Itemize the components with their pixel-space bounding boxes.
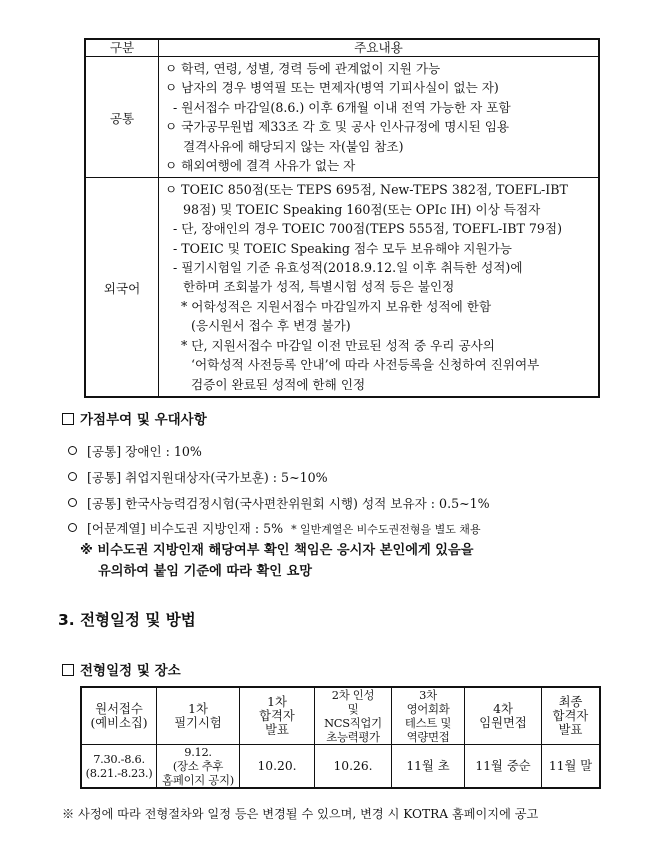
cell-line: 영어회화 [406,702,450,716]
content-line: (응시원서 접수 후 변경 불가) [191,318,351,334]
content-foreign-language [159,178,600,397]
header-content: 주요내용 [159,39,600,57]
content-line: ㅇ 남자의 경우 병역필 또는 면제자(병역 기피사실이 없는 자) [165,80,499,96]
cell-line: 4차 [493,702,513,716]
section3-title: 3. 전형일정 및 방법 [58,611,196,629]
table-header-row [85,39,599,57]
cell-line: NCS직업기 [324,716,382,730]
schedule-value-cell: 11월 초 [392,745,465,789]
circle-bullet-icon [68,523,77,532]
schedule-header-cell [157,687,240,745]
content-line: ㅇ TOEIC 850점(또는 TEPS 695점, New-TEPS 382점, TOEFL-IBT [165,182,568,198]
bonus-item-text: [공통] 한국사능력검정시험(국사편찬위원회 시행) 성적 보유자 : 0.5~1% [87,496,490,511]
bonus-item [68,493,490,512]
cell-line: 합격자 [552,709,589,723]
schedule-value-cell [81,745,157,789]
table-row-foreign-language [85,178,599,397]
category-foreign-language: 외국어 [85,178,159,397]
header-category: 구분 [85,39,159,57]
bonus-item-text: [공통] 취업지원대상자(국가보훈) : 5~10% [87,470,328,485]
cell-line: 9.12. [184,745,212,759]
content-line: - 필기시험일 기준 유효성적(2018.9.12.일 이후 취득한 성적)에 [173,260,523,276]
content-line: * 어학성적은 지원서접수 마감일까지 보유한 성적에 한함 [181,298,492,314]
schedule-header-cell [81,687,157,745]
requirements-table [84,38,600,398]
schedule-header-cell [465,687,542,745]
category-common: 공통 [85,57,159,178]
content-line: - TOEIC 및 TOEIC Speaking 점수 모두 보유해야 지원가능 [173,240,512,256]
content-line: 98점) 및 TOEIC Speaking 160점(또는 OPIc IH) 이상 득점자 [183,201,541,217]
warning-line: 유의하여 붙임 기준에 따라 확인 요망 [98,564,313,579]
footnote: ※ 사정에 따라 전형절차와 일정 등은 변경될 수 있으며, 변경 시 KOTRA 홈페이지에 공고 [62,807,539,821]
content-line: ㅇ 학력, 연령, 성별, 경력 등에 관계없이 지원 가능 [165,61,441,76]
bonus-item [68,467,328,486]
content-line: 결격사유에 해당되지 않는 자(붙임 참조) [183,138,404,154]
cell-line: (장소 추후 [172,759,224,773]
circle-bullet-icon [68,446,77,455]
circle-bullet-icon [68,498,77,507]
bonus-section-title: 가점부여 및 우대사항 [80,412,207,428]
cell-line: 원서접수 [95,702,143,716]
cell-line: 2차 인성 [331,688,375,702]
cell-line: 3차 [419,688,437,702]
schedule-header-cell [240,687,315,745]
cell-line: 합격자 [259,709,295,723]
bonus-item-text: [어문계열] 비수도권 지방인재 : 5% [87,521,284,536]
content-line: 검증이 완료된 성적에 한해 인정 [191,376,366,392]
content-line: - 단, 장애인의 경우 TOEIC 700점(TEPS 555점, TOEFL-IBT 79점) [173,221,562,237]
cell-line: 1차 [188,702,208,716]
cell-line: 발표 [558,723,583,737]
schedule-table [80,686,601,789]
cell-line: 필기시험 [174,716,222,730]
checkbox-square-icon [62,664,74,676]
content-line: ㅇ 해외여행에 결격 사유가 없는 자 [165,158,356,174]
bonus-item [68,441,202,460]
schedule-value-cell: 10.26. [315,745,392,789]
content-common [159,57,600,178]
content-line: ‘어학성적 사전등록 안내’에 따라 사전등록을 신청하여 진위여부 [191,357,540,373]
cell-line: (예비소집) [90,716,148,730]
bonus-item-text: [공통] 장애인 : 10% [87,444,202,459]
warning-note [80,540,474,582]
cell-line: 역량면접 [406,730,450,744]
cell-line: 최종 [558,695,583,709]
cell-line: 테스트 및 [404,716,452,730]
cell-line: 임원면접 [479,716,527,730]
cell-line: 1차 [267,695,287,709]
content-line: ㅇ 국가공무원법 제33조 각 호 및 공사 인사규정에 명시된 임용 [165,119,510,135]
schedule-header-cell [315,687,392,745]
schedule-value-cell: 11월 말 [542,745,601,789]
bonus-section-heading [62,408,207,428]
checkbox-square-icon [62,413,74,425]
bonus-item [68,518,481,537]
cell-line: 7.30.-8.6. [93,752,145,766]
schedule-header-row [81,687,600,745]
content-line: * 단, 지원서접수 마감일 이전 만료된 성적 중 우리 공사의 [181,337,495,353]
bonus-item-note: * 일반계열은 비수도권전형을 별도 채용 [291,523,481,536]
schedule-header-cell [542,687,601,745]
warning-line: ※ 비수도권 지방인재 해당여부 확인 책임은 응시자 본인에게 있음을 [80,543,474,558]
cell-line: 초능력평가 [326,730,380,744]
circle-bullet-icon [68,472,77,481]
schedule-value-row [81,745,600,789]
schedule-section-title: 전형일정 및 장소 [80,663,181,679]
content-line: 한하며 조회불가 성적, 특별시험 성적 등은 불인정 [183,279,455,295]
cell-line: 홈페이지 공지) [162,773,234,787]
cell-line: 발표 [265,723,289,737]
content-line: - 원서접수 마감일(8.6.) 이후 6개월 이내 전역 가능한 자 포함 [173,99,511,115]
cell-line: 및 [347,702,359,716]
schedule-section-heading [62,659,181,679]
schedule-value-cell: 11월 중순 [465,745,542,789]
schedule-value-cell: 10.20. [240,745,315,789]
schedule-value-cell [157,745,240,789]
cell-line: (8.21.-8.23.) [85,766,153,780]
table-row-common [85,57,599,178]
schedule-header-cell [392,687,465,745]
